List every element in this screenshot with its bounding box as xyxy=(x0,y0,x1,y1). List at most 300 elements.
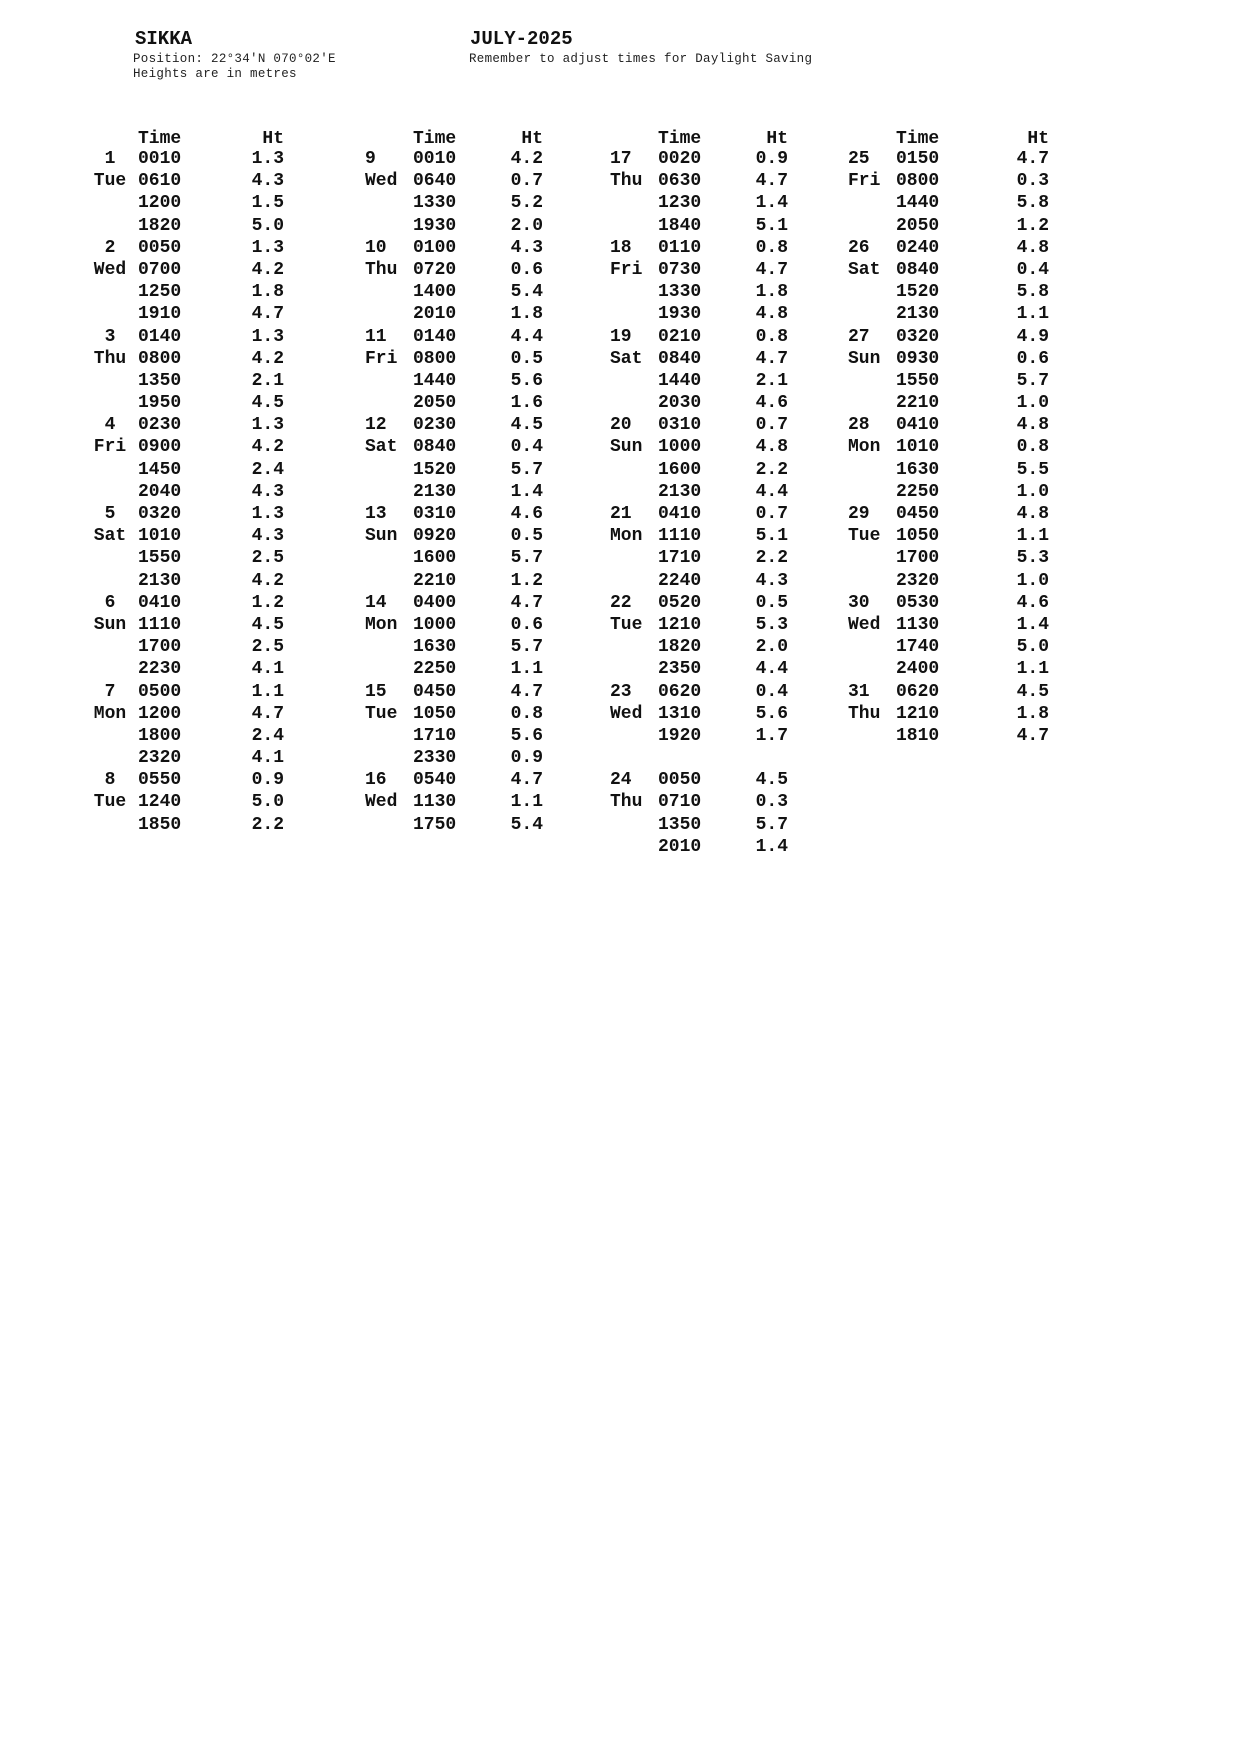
tide-row xyxy=(90,170,288,192)
tide-row xyxy=(610,392,792,414)
tide-height: 5.1 xyxy=(755,215,788,236)
tide-time: 1010 xyxy=(138,526,182,547)
tide-time: 2130 xyxy=(896,304,940,325)
tide-height: 2.4 xyxy=(251,725,284,746)
tide-height: 4.7 xyxy=(1016,725,1049,746)
day-number: 6 xyxy=(104,592,116,613)
tide-row xyxy=(365,814,547,836)
tide-time: 1700 xyxy=(896,548,940,569)
time-header: Time xyxy=(413,129,457,149)
tide-row xyxy=(90,681,288,703)
tide-row xyxy=(610,791,792,813)
tide-time: 0010 xyxy=(413,149,457,169)
tide-column xyxy=(848,128,1053,747)
tide-height: 4.7 xyxy=(251,304,284,325)
tide-row xyxy=(365,414,547,436)
tide-time: 0320 xyxy=(896,326,940,347)
tide-time: 2250 xyxy=(413,659,457,680)
tide-time: 2050 xyxy=(413,393,457,414)
column-header xyxy=(610,128,792,148)
height-header: Ht xyxy=(766,129,788,149)
tide-time: 1930 xyxy=(658,304,702,325)
height-header: Ht xyxy=(521,129,543,149)
tide-height: 0.6 xyxy=(510,259,543,280)
tide-height: 4.7 xyxy=(755,348,788,369)
tide-row xyxy=(365,747,547,769)
tide-height: 2.2 xyxy=(755,548,788,569)
time-header: Time xyxy=(896,129,940,149)
tide-time: 1250 xyxy=(138,282,182,303)
tide-row xyxy=(610,525,792,547)
tide-time: 1350 xyxy=(658,814,702,835)
tide-time: 0800 xyxy=(138,348,182,369)
tide-height: 1.3 xyxy=(251,504,284,524)
tide-height: 5.6 xyxy=(755,703,788,724)
tide-row xyxy=(848,148,1053,170)
tide-time: 2050 xyxy=(896,215,940,236)
tide-row xyxy=(848,681,1053,703)
tide-height: 0.4 xyxy=(510,437,543,458)
tide-time: 1950 xyxy=(138,393,182,414)
tide-height: 0.9 xyxy=(251,770,284,791)
tide-height: 1.4 xyxy=(755,193,788,214)
tide-row xyxy=(610,348,792,370)
tide-row xyxy=(610,769,792,791)
day-number: 8 xyxy=(104,770,116,791)
tide-time: 0930 xyxy=(896,348,940,369)
tide-time: 0240 xyxy=(896,237,940,258)
day-name: Thu xyxy=(93,348,127,369)
day-number: 25 xyxy=(848,149,870,169)
tide-height: 1.8 xyxy=(251,282,284,303)
tide-time: 2010 xyxy=(658,836,702,857)
day-name: Mon xyxy=(93,703,127,724)
tide-height: 1.0 xyxy=(1016,393,1049,414)
day-name: Sat xyxy=(848,259,881,280)
tide-time: 0050 xyxy=(138,237,182,258)
tide-row xyxy=(610,636,792,658)
tide-height: 0.8 xyxy=(755,326,788,347)
tide-height: 2.1 xyxy=(755,370,788,391)
day-number: 16 xyxy=(365,770,387,791)
dst-note: Remember to adjust times for Daylight Saving xyxy=(469,52,813,66)
tide-row xyxy=(848,259,1053,281)
tide-time: 1200 xyxy=(138,703,182,724)
tide-height: 4.2 xyxy=(510,149,543,169)
tide-time: 0410 xyxy=(896,415,940,436)
tide-height: 0.9 xyxy=(510,748,543,769)
day-name: Wed xyxy=(848,614,881,635)
tide-height: 4.2 xyxy=(251,437,284,458)
day-number: 10 xyxy=(365,237,387,258)
tide-height: 1.1 xyxy=(1016,659,1049,680)
day-number: 18 xyxy=(610,237,632,258)
tide-height: 1.4 xyxy=(755,836,788,857)
tide-height: 4.8 xyxy=(755,304,788,325)
tide-height: 4.1 xyxy=(251,659,284,680)
tide-time: 0700 xyxy=(138,259,182,280)
tide-height: 2.5 xyxy=(251,637,284,658)
tide-time: 1000 xyxy=(413,614,457,635)
tide-row xyxy=(90,791,288,813)
height-header: Ht xyxy=(262,129,284,149)
tide-row xyxy=(365,658,547,680)
tide-height: 4.4 xyxy=(755,659,788,680)
tide-time: 0450 xyxy=(896,504,940,524)
tide-time: 0840 xyxy=(413,437,457,458)
tide-time: 0630 xyxy=(658,171,702,192)
tide-time: 2320 xyxy=(896,570,940,591)
tide-height: 1.7 xyxy=(755,725,788,746)
tide-height: 1.3 xyxy=(251,237,284,258)
tide-row xyxy=(848,326,1053,348)
tide-height: 0.7 xyxy=(510,171,543,192)
tide-column xyxy=(610,128,792,858)
day-number: 31 xyxy=(848,681,870,702)
day-name: Tue xyxy=(93,792,127,813)
tide-time: 1550 xyxy=(138,548,182,569)
tide-row xyxy=(610,459,792,481)
day-number: 5 xyxy=(104,504,116,524)
tide-height: 4.2 xyxy=(251,259,284,280)
day-name: Sat xyxy=(365,437,398,458)
day-number: 15 xyxy=(365,681,387,702)
day-name: Mon xyxy=(610,526,643,547)
tide-time: 1200 xyxy=(138,193,182,214)
tide-time: 0720 xyxy=(413,259,457,280)
tide-row xyxy=(365,326,547,348)
tide-time: 0540 xyxy=(413,770,457,791)
tide-height: 1.8 xyxy=(755,282,788,303)
tide-row xyxy=(610,614,792,636)
tide-height: 0.8 xyxy=(755,237,788,258)
tide-row xyxy=(90,459,288,481)
tide-height: 4.7 xyxy=(510,681,543,702)
tide-height: 4.5 xyxy=(755,770,788,791)
day-name: Thu xyxy=(610,792,643,813)
tide-time: 0110 xyxy=(658,237,702,258)
tide-height: 5.0 xyxy=(251,792,284,813)
tide-row xyxy=(848,370,1053,392)
day-name: Tue xyxy=(93,171,127,192)
day-number: 3 xyxy=(104,326,116,347)
tide-height: 1.1 xyxy=(1016,526,1049,547)
tide-time: 0310 xyxy=(658,415,702,436)
tide-height: 0.9 xyxy=(755,149,788,169)
tide-time: 2320 xyxy=(138,748,182,769)
day-number: 26 xyxy=(848,237,870,258)
day-number: 19 xyxy=(610,326,632,347)
day-name: Tue xyxy=(848,526,881,547)
tide-time: 1110 xyxy=(658,526,702,547)
day-name: Wed xyxy=(365,171,398,192)
tide-height: 1.3 xyxy=(251,149,284,169)
tide-height: 4.6 xyxy=(510,504,543,524)
tide-time: 2210 xyxy=(896,393,940,414)
tide-time: 1820 xyxy=(138,215,182,236)
day-name: Tue xyxy=(610,614,643,635)
tide-height: 4.7 xyxy=(755,171,788,192)
tide-row xyxy=(365,769,547,791)
tide-time: 1400 xyxy=(413,282,457,303)
column-header xyxy=(848,128,1053,148)
tide-time: 0450 xyxy=(413,681,457,702)
tide-time: 1710 xyxy=(413,725,457,746)
tide-row xyxy=(365,791,547,813)
tide-row xyxy=(365,148,547,170)
day-number: 20 xyxy=(610,415,632,436)
tide-time: 1520 xyxy=(413,459,457,480)
tide-row xyxy=(365,170,547,192)
tide-column xyxy=(90,128,288,836)
tide-height: 5.4 xyxy=(510,814,543,835)
tide-height: 4.4 xyxy=(755,481,788,502)
tide-height: 5.4 xyxy=(510,282,543,303)
tide-time: 1600 xyxy=(413,548,457,569)
day-name: Sat xyxy=(93,526,127,547)
tide-time: 0230 xyxy=(138,415,182,436)
column-header xyxy=(90,128,288,148)
tide-time: 1910 xyxy=(138,304,182,325)
tide-time: 0900 xyxy=(138,437,182,458)
tide-row xyxy=(365,436,547,458)
tide-time: 0520 xyxy=(658,592,702,613)
tide-row xyxy=(90,436,288,458)
tide-row xyxy=(90,636,288,658)
tide-row xyxy=(848,525,1053,547)
tide-height: 4.6 xyxy=(755,393,788,414)
tide-row xyxy=(365,370,547,392)
tide-time: 1440 xyxy=(896,193,940,214)
day-number: 21 xyxy=(610,504,632,524)
tide-height: 4.6 xyxy=(1016,592,1049,613)
tide-row xyxy=(848,303,1053,325)
day-number: 11 xyxy=(365,326,387,347)
tide-time: 0640 xyxy=(413,171,457,192)
tide-time: 1710 xyxy=(658,548,702,569)
tide-row xyxy=(848,636,1053,658)
tide-row xyxy=(90,769,288,791)
tide-row xyxy=(848,658,1053,680)
tide-height: 5.7 xyxy=(510,459,543,480)
tide-row xyxy=(610,747,792,769)
month-title: JULY-2025 xyxy=(470,28,573,50)
tide-row xyxy=(848,192,1053,214)
day-name: Sun xyxy=(365,526,398,547)
tide-row xyxy=(610,481,792,503)
tide-row xyxy=(610,836,792,858)
tide-height: 4.7 xyxy=(510,592,543,613)
tide-time: 1330 xyxy=(413,193,457,214)
column-header xyxy=(365,128,547,148)
tide-row xyxy=(365,725,547,747)
tide-height: 0.7 xyxy=(755,504,788,524)
tide-row xyxy=(90,481,288,503)
day-name: Mon xyxy=(848,437,881,458)
position-text: Position: 22°34'N 070°02'E xyxy=(133,52,336,66)
tide-height: 5.1 xyxy=(755,526,788,547)
tide-row xyxy=(90,570,288,592)
tide-row xyxy=(365,547,547,569)
day-number: 9 xyxy=(365,149,376,169)
tide-height: 1.3 xyxy=(251,415,284,436)
day-name: Wed xyxy=(365,792,398,813)
tide-row xyxy=(365,503,547,525)
tide-time: 1930 xyxy=(413,215,457,236)
tide-row xyxy=(365,192,547,214)
tide-row xyxy=(848,481,1053,503)
tide-time: 0710 xyxy=(658,792,702,813)
day-number: 17 xyxy=(610,149,632,169)
tide-time: 1330 xyxy=(658,282,702,303)
tide-height: 5.5 xyxy=(1016,459,1049,480)
tide-row xyxy=(90,281,288,303)
day-number: 13 xyxy=(365,504,387,524)
tide-time: 1050 xyxy=(413,703,457,724)
tide-height: 0.8 xyxy=(510,703,543,724)
tide-time: 0140 xyxy=(138,326,182,347)
tide-row xyxy=(90,747,288,769)
day-name: Sat xyxy=(610,348,643,369)
tide-height: 5.3 xyxy=(755,614,788,635)
tide-time: 1110 xyxy=(138,614,182,635)
tide-time: 2040 xyxy=(138,481,182,502)
tide-time: 0530 xyxy=(896,592,940,613)
tide-height: 5.0 xyxy=(251,215,284,236)
tide-height: 2.0 xyxy=(510,215,543,236)
day-name: Mon xyxy=(365,614,398,635)
tide-row xyxy=(365,636,547,658)
tide-row xyxy=(610,370,792,392)
tide-row xyxy=(848,237,1053,259)
tide-time: 1630 xyxy=(896,459,940,480)
tide-row xyxy=(365,614,547,636)
day-name: Sun xyxy=(93,614,127,635)
day-name: Thu xyxy=(848,703,881,724)
tide-row xyxy=(610,436,792,458)
tide-row xyxy=(610,281,792,303)
day-number: 12 xyxy=(365,415,387,436)
tide-time: 0410 xyxy=(658,504,702,524)
day-name: Thu xyxy=(610,171,643,192)
tide-time: 1820 xyxy=(658,637,702,658)
tide-time: 0500 xyxy=(138,681,182,702)
tide-height: 1.0 xyxy=(1016,570,1049,591)
tide-height: 0.8 xyxy=(1016,437,1049,458)
tide-row xyxy=(610,703,792,725)
tide-time: 2030 xyxy=(658,393,702,414)
day-name: Wed xyxy=(93,259,127,280)
tide-row xyxy=(610,259,792,281)
tide-row xyxy=(610,303,792,325)
tide-row xyxy=(365,392,547,414)
tide-time: 1740 xyxy=(896,637,940,658)
day-number: 30 xyxy=(848,592,870,613)
tide-height: 4.3 xyxy=(755,570,788,591)
tide-time: 2130 xyxy=(658,481,702,502)
tide-row xyxy=(848,436,1053,458)
tide-height: 4.7 xyxy=(251,703,284,724)
tide-height: 2.0 xyxy=(755,637,788,658)
tide-time: 2250 xyxy=(896,481,940,502)
tide-time: 1210 xyxy=(658,614,702,635)
station-name: SIKKA xyxy=(135,28,193,50)
tide-time: 2240 xyxy=(658,570,702,591)
tide-row xyxy=(90,614,288,636)
tide-row xyxy=(90,525,288,547)
tide-height: 1.2 xyxy=(510,570,543,591)
day-number: 1 xyxy=(104,149,116,169)
tide-row xyxy=(848,215,1053,237)
tide-time: 1240 xyxy=(138,792,182,813)
tide-time: 0610 xyxy=(138,171,182,192)
tide-row xyxy=(90,503,288,525)
tide-row xyxy=(365,481,547,503)
tide-time: 1010 xyxy=(896,437,940,458)
tide-time: 1750 xyxy=(413,814,457,835)
tide-row xyxy=(610,503,792,525)
tide-height: 2.2 xyxy=(251,814,284,835)
tide-time: 0840 xyxy=(658,348,702,369)
tide-row xyxy=(610,414,792,436)
tide-time: 1520 xyxy=(896,282,940,303)
day-number: 14 xyxy=(365,592,387,613)
tide-height: 0.5 xyxy=(755,592,788,613)
tide-time: 0050 xyxy=(658,770,702,791)
tide-time: 0020 xyxy=(658,149,702,169)
tide-time: 2330 xyxy=(413,748,457,769)
tide-column xyxy=(365,128,547,836)
tide-height: 0.4 xyxy=(1016,259,1049,280)
tide-time: 1350 xyxy=(138,370,182,391)
tide-row xyxy=(365,570,547,592)
tide-row xyxy=(90,592,288,614)
tide-time: 0320 xyxy=(138,504,182,524)
tide-height: 4.8 xyxy=(755,437,788,458)
tide-time: 1630 xyxy=(413,637,457,658)
tide-row xyxy=(848,614,1053,636)
time-header: Time xyxy=(138,129,182,149)
tide-time: 0800 xyxy=(413,348,457,369)
tide-time: 0210 xyxy=(658,326,702,347)
tide-row xyxy=(90,237,288,259)
day-number: 28 xyxy=(848,415,870,436)
day-name: Fri xyxy=(93,437,127,458)
tide-row xyxy=(90,392,288,414)
tide-height: 0.3 xyxy=(1016,171,1049,192)
tide-time: 0840 xyxy=(896,259,940,280)
tide-height: 4.8 xyxy=(1016,415,1049,436)
tide-row xyxy=(365,303,547,325)
tide-time: 2130 xyxy=(138,570,182,591)
day-name: Fri xyxy=(610,259,643,280)
tide-height: 0.5 xyxy=(510,526,543,547)
tide-height: 2.1 xyxy=(251,370,284,391)
tide-time: 0400 xyxy=(413,592,457,613)
tide-row xyxy=(610,237,792,259)
tide-row xyxy=(365,459,547,481)
tide-height: 4.5 xyxy=(251,614,284,635)
tide-height: 5.7 xyxy=(510,637,543,658)
tide-row xyxy=(90,370,288,392)
tide-time: 0620 xyxy=(896,681,940,702)
tide-row xyxy=(848,547,1053,569)
tide-row xyxy=(610,326,792,348)
tide-time: 2010 xyxy=(413,304,457,325)
tide-row xyxy=(610,148,792,170)
tide-time: 2400 xyxy=(896,659,940,680)
tide-row xyxy=(90,814,288,836)
